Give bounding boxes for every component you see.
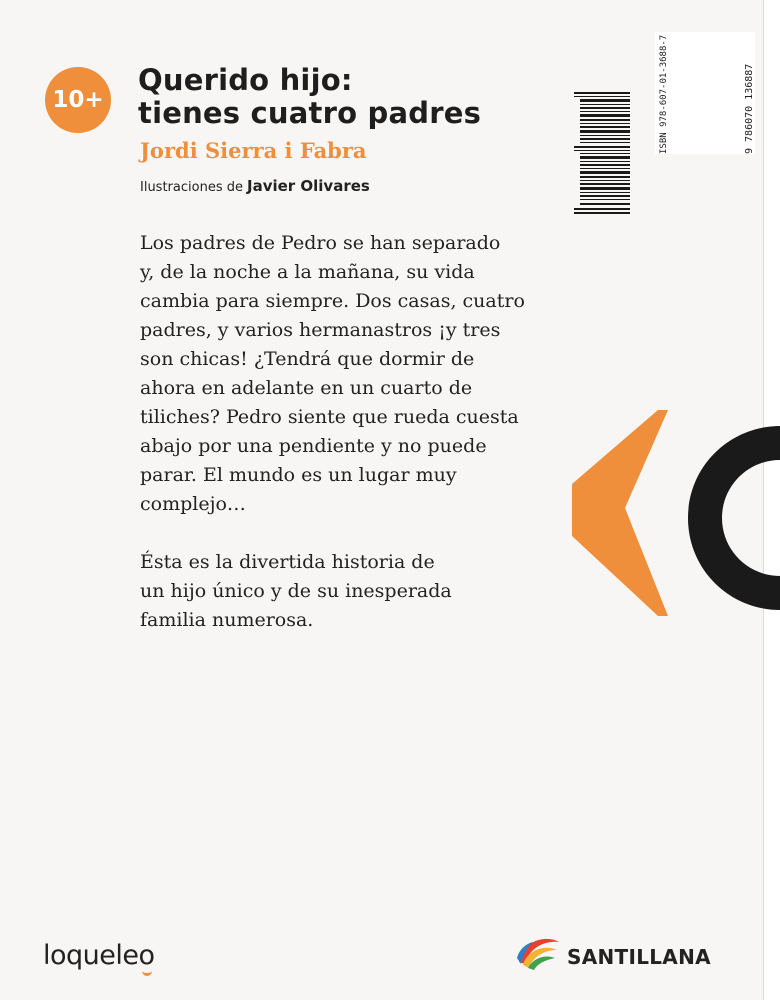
title-line-1: Querido hijo: — [138, 63, 353, 97]
author-name: Jordi Sierra i Fabra — [140, 138, 367, 163]
blurb-line: Los padres de Pedro se han separado — [140, 232, 501, 254]
illustrator-prefix: Ilustraciones de — [140, 180, 243, 195]
blurb — [140, 229, 560, 635]
blurb-line: son chicas! ¿Tendrá que dormir de — [140, 348, 475, 370]
imprint-prefix: loquele — [43, 940, 139, 971]
illustrator-credit — [140, 177, 370, 195]
blurb-line: y, de la noche a la mañana, su vida — [140, 261, 475, 283]
age-badge: 10+ — [45, 67, 111, 133]
blurb-line: tiliches? Pedro siente que rueda cuesta — [140, 406, 519, 428]
book-title — [138, 64, 481, 130]
title-line-2: tienes cuatro padres — [138, 96, 482, 130]
loqueleo-logo — [43, 940, 155, 971]
blurb-line: un hijo único y de su inesperada — [140, 580, 452, 602]
blurb-line: padres, y varios hermanastros ¡y tres — [140, 319, 501, 341]
blurb-line: ahora en adelante en un cuarto de — [140, 377, 473, 399]
blurb-line: cambia para siempre. Dos casas, cuatro — [140, 290, 525, 312]
blurb-paragraph-1 — [140, 229, 560, 519]
barcode-icon — [574, 92, 630, 214]
brand-name: SANTILLANA — [567, 945, 711, 969]
blurb-line: abajo por una pendiente y no puede — [140, 435, 487, 457]
decorative-bracket-icon — [570, 408, 780, 623]
blurb-line: Ésta es la divertida historia de — [140, 551, 435, 573]
santillana-logo — [515, 932, 711, 972]
blurb-paragraph-2 — [140, 548, 560, 635]
blurb-line: complejo… — [140, 493, 246, 515]
isbn-label: ISBN 978-607-01-3688-7 — [659, 34, 669, 154]
blurb-line: familia numerosa. — [140, 609, 314, 631]
blurb-line: parar. El mundo es un lugar muy — [140, 464, 457, 486]
santillana-emblem-icon — [515, 932, 561, 972]
illustrator-name: Javier Olivares — [246, 177, 370, 195]
barcode-digits: 9 786070 136887 — [744, 63, 755, 154]
imprint-suffix: o — [138, 940, 155, 971]
